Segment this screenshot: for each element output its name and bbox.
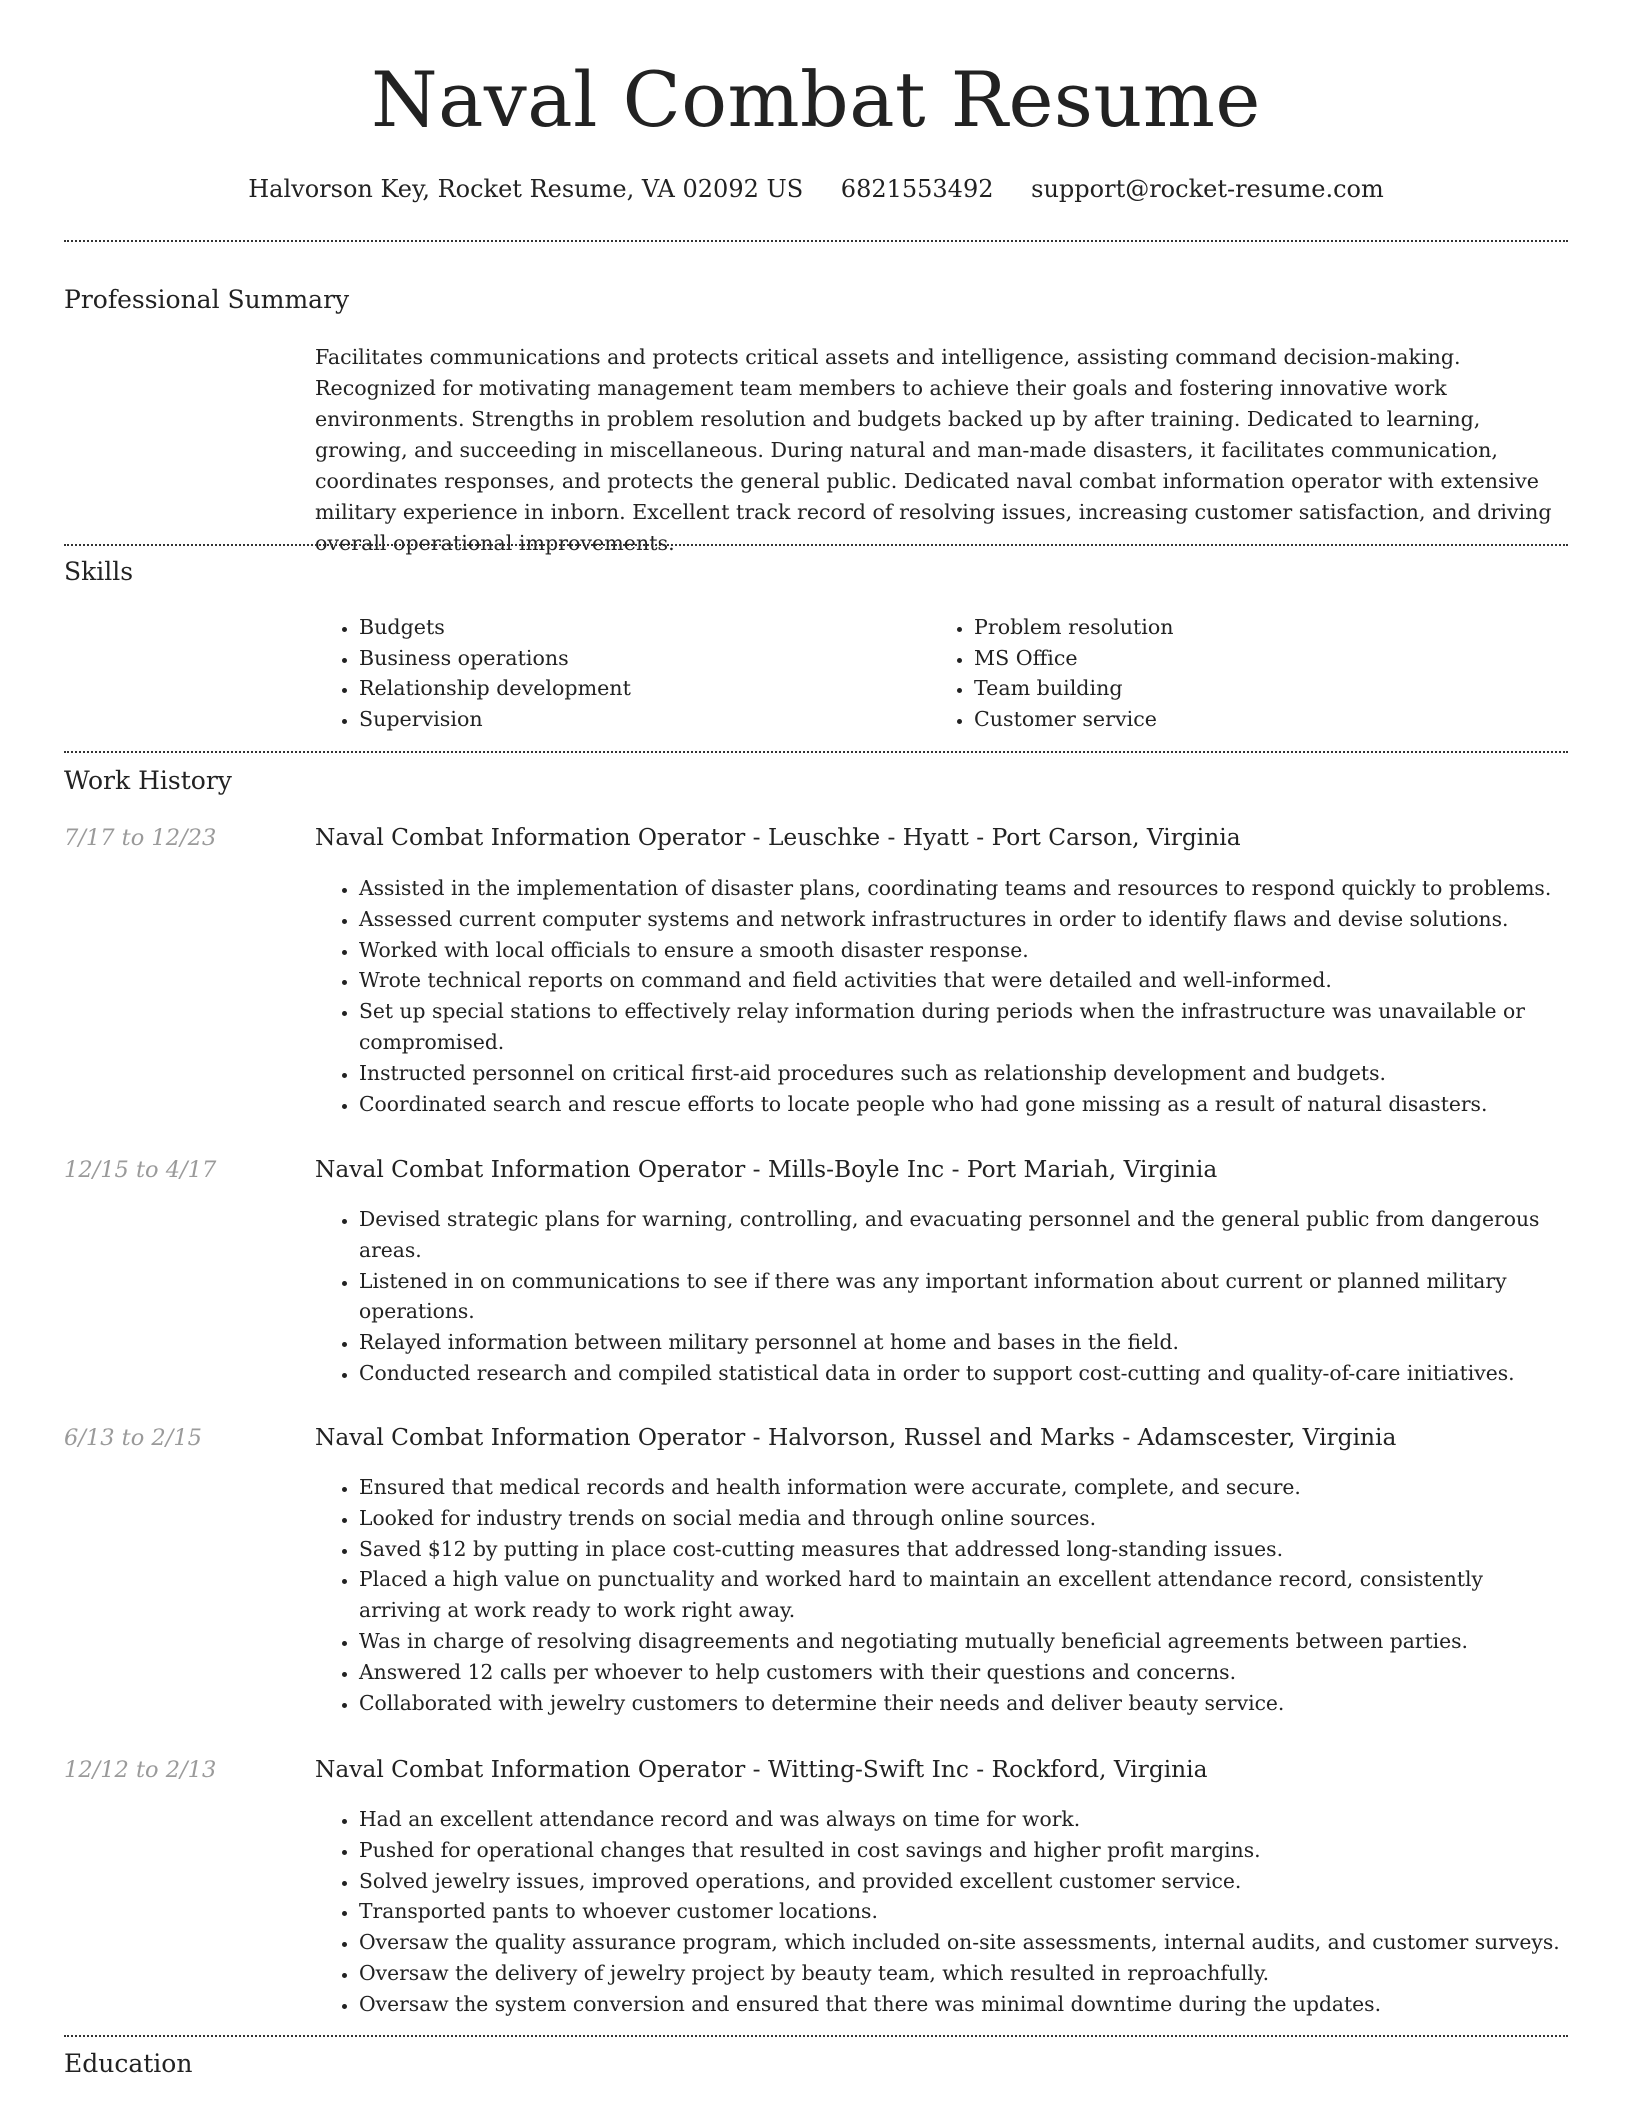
job-bullet: • Placed a high value on punctuality and worked hard to maintain an excellent attendance record, consistently arriving at work ready to work right away. <box>359 1564 1571 1626</box>
divider-summary <box>64 544 1568 546</box>
job-bullet: • Had an excellent attendance record and was always on time for work. <box>359 1804 1571 1835</box>
skills-list-left <box>315 612 919 735</box>
divider-header <box>64 240 1568 242</box>
job-bullet: • Assessed current computer systems and network infrastructures in order to identify flaws and devise solutions. <box>359 904 1571 935</box>
skill-item: • Supervision <box>359 704 919 735</box>
contact-email: support@rocket-resume.com <box>1031 175 1384 203</box>
skills-heading: Skills <box>64 557 134 586</box>
job-bullet: • Assisted in the implementation of disaster plans, coordinating teams and resources to respond quickly to problems. <box>359 873 1571 904</box>
summary-heading: Professional Summary <box>64 285 350 314</box>
job-bullet: • Coordinated search and rescue efforts to locate people who had gone missing as a result of natural disasters. <box>359 1089 1571 1120</box>
job-bullet: • Transported pants to whoever customer locations. <box>359 1896 1571 1927</box>
skill-item: • Customer service <box>974 704 1534 735</box>
job-bullet: • Answered 12 calls per whoever to help customers with their questions and concerns. <box>359 1657 1571 1688</box>
job-dates: 12/12 to 2/13 <box>64 1757 217 1783</box>
job-bullet: • Was in charge of resolving disagreements and negotiating mutually beneficial agreements between parties. <box>359 1626 1571 1657</box>
job-dates: 7/17 to 12/23 <box>64 825 217 851</box>
resume-name: Naval Combat Resume <box>371 55 1261 144</box>
job-bullets <box>315 1804 1571 2020</box>
divider-work <box>64 2035 1568 2037</box>
job-bullet: • Conducted research and compiled statistical data in order to support cost-cutting and quality-of-care initiatives. <box>359 1358 1571 1389</box>
contact-line <box>0 172 1632 206</box>
job-title: Naval Combat Information Operator - Mills-Boyle Inc - Port Mariah, Virginia <box>315 1156 1218 1183</box>
job-bullet: • Oversaw the system conversion and ensured that there was minimal downtime during the updates. <box>359 1989 1571 2020</box>
skill-item: • Team building <box>974 673 1534 704</box>
job-bullet: • Saved $12 by putting in place cost-cutting measures that addressed long-standing issues. <box>359 1534 1571 1565</box>
job-bullets <box>315 1204 1571 1389</box>
job-bullet: • Oversaw the delivery of jewelry project by beauty team, which resulted in reproachfully. <box>359 1958 1571 1989</box>
contact-phone: 6821553492 <box>840 175 994 203</box>
job-bullet: • Ensured that medical records and health information were accurate, complete, and secure. <box>359 1472 1571 1503</box>
job-bullet: • Relayed information between military personnel at home and bases in the field. <box>359 1327 1571 1358</box>
job-dates: 12/15 to 4/17 <box>64 1157 217 1183</box>
contact-address: Halvorson Key, Rocket Resume, VA 02092 US <box>248 175 804 203</box>
job-bullet: • Devised strategic plans for warning, controlling, and evacuating personnel and the general public from dangerous areas. <box>359 1204 1571 1266</box>
job-bullet: • Collaborated with jewelry customers to determine their needs and deliver beauty service. <box>359 1688 1571 1719</box>
skill-item: • Relationship development <box>359 673 919 704</box>
skills-list-right <box>930 612 1534 735</box>
job-bullets <box>315 1472 1571 1718</box>
job-dates: 6/13 to 2/15 <box>64 1425 202 1451</box>
job-bullet: • Instructed personnel on critical first-aid procedures such as relationship development and budgets. <box>359 1058 1571 1089</box>
work-history-heading: Work History <box>64 766 232 795</box>
job-bullet: • Pushed for operational changes that resulted in cost savings and higher profit margins. <box>359 1835 1571 1866</box>
skill-item: • Problem resolution <box>974 612 1534 643</box>
skill-item: • MS Office <box>974 643 1534 674</box>
job-title: Naval Combat Information Operator - Halvorson, Russel and Marks - Adamscester, Virginia <box>315 1424 1397 1451</box>
summary-text: Facilitates communications and protects critical assets and intelligence, assisting command decision-making. Recognized for motivating management team members to achieve their goals and fostering innovative work environments. Strengths in problem resolution and budgets backed up by after training. Dedicated to learning, growing, and succeeding in miscellaneous. During natural and man-made disasters, it facilitates communication, coordinates responses, and protects the general public. Dedicated naval combat information operator with extensive military experience in inborn. Excellent track record of resolving issues, increasing customer satisfaction, and driving overall operational improvements. <box>315 345 1552 555</box>
divider-skills <box>64 751 1568 753</box>
job-title: Naval Combat Information Operator - Leuschke - Hyatt - Port Carson, Virginia <box>315 824 1241 851</box>
job-bullet: • Worked with local officials to ensure a smooth disaster response. <box>359 935 1571 966</box>
job-bullet: • Oversaw the quality assurance program, which included on-site assessments, internal audits, and customer surveys. <box>359 1927 1571 1958</box>
skill-item: • Budgets <box>359 612 919 643</box>
job-bullet: • Listened in on communications to see if there was any important information about current or planned military operations. <box>359 1266 1571 1328</box>
job-bullet: • Set up special stations to effectively relay information during periods when the infrastructure was unavailable or compromised. <box>359 996 1571 1058</box>
job-bullet: • Looked for industry trends on social media and through online sources. <box>359 1503 1571 1534</box>
job-bullets <box>315 873 1571 1119</box>
job-bullet: • Solved jewelry issues, improved operations, and provided excellent customer service. <box>359 1866 1571 1897</box>
skill-item: • Business operations <box>359 643 919 674</box>
education-heading: Education <box>64 2049 193 2078</box>
job-bullet: • Wrote technical reports on command and field activities that were detailed and well-informed. <box>359 965 1571 996</box>
job-title: Naval Combat Information Operator - Witting-Swift Inc - Rockford, Virginia <box>315 1756 1208 1783</box>
